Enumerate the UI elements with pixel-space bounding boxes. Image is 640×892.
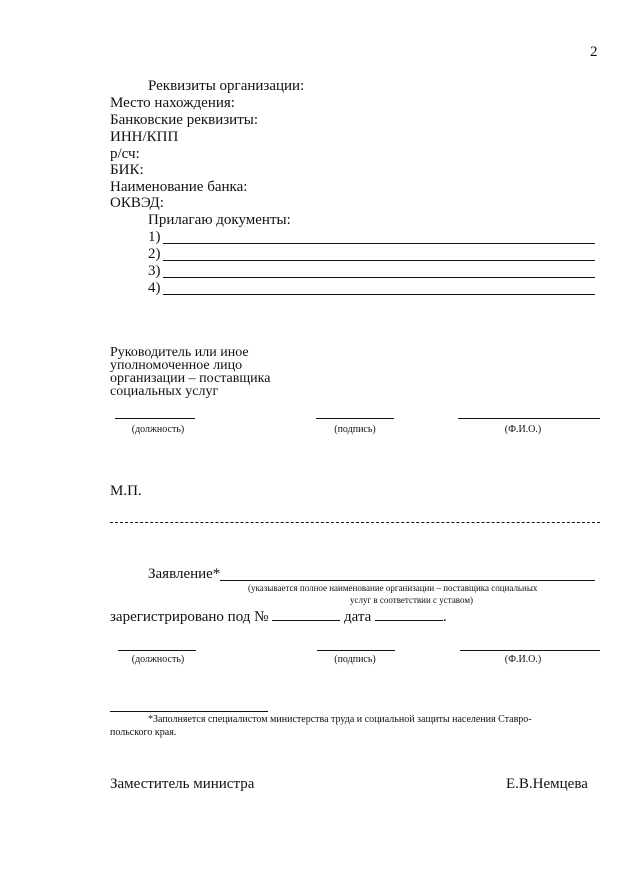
attachment-item-2 [148,246,161,263]
requisites-heading: Реквизиты организации: [148,78,305,94]
bank-details-label: Банковские реквизиты: [110,112,259,128]
footer-title: Заместитель министра [110,776,255,792]
attachment-item-4 [148,280,161,297]
footnote-line-2: польского края. [110,727,177,738]
date-field[interactable] [375,607,443,621]
position-line-2[interactable] [118,650,196,651]
signatory-line-2: уполномоченное лицо [110,358,243,373]
attachment-item-1 [148,229,161,246]
attachment-line-4[interactable] [163,294,595,295]
footer-name: Е.В.Немцева [506,776,588,792]
full-name-caption: (Ф.И.О.) [504,424,542,435]
attachment-number: 4) [148,280,161,296]
date-period: . [443,609,447,625]
full-name-caption-2: (Ф.И.О.) [504,654,542,665]
page-number: 2 [590,44,598,60]
okved-label: ОКВЭД: [110,195,164,211]
footnote-line-1: *Заполняется специалистом министерства труда и социальной защиты населения Ставро- [148,714,532,725]
account-label: р/сч: [110,146,140,162]
stamp-label: М.П. [110,483,142,499]
signature-line-2[interactable] [317,650,395,651]
attachment-line-1[interactable] [163,243,595,244]
footnote-separator [110,711,268,712]
signature-caption: (подпись) [334,424,376,435]
attachment-number: 1) [148,229,161,245]
organization-name-line[interactable] [220,580,595,581]
registration-number-field[interactable] [272,607,340,621]
position-line[interactable] [115,418,195,419]
position-caption: (должность) [131,424,185,435]
signature-line[interactable] [316,418,394,419]
attachment-number: 3) [148,263,161,279]
organization-hint-line-1: (указывается полное наименование организации – поставщика социальных [248,583,538,593]
bank-name-label: Наименование банка: [110,179,248,195]
full-name-line-2[interactable] [460,650,600,651]
organization-hint-line-2: услуг в соответствии с уставом) [350,595,474,605]
cut-line [110,522,600,523]
full-name-line[interactable] [458,418,600,419]
signatory-line-1: Руководитель или иное [110,345,249,360]
date-label: дата [343,609,372,625]
position-caption-2: (должность) [131,654,185,665]
attachments-heading: Прилагаю документы: [148,212,291,228]
inn-kpp-label: ИНН/КПП [110,129,179,145]
registered-under-label: зарегистрировано под № [110,609,269,625]
attachment-line-3[interactable] [163,277,595,278]
registration-row [110,607,447,626]
attachment-line-2[interactable] [163,260,595,261]
bik-label: БИК: [110,162,144,178]
attachment-number: 2) [148,246,161,262]
application-label: Заявление* [148,566,221,582]
signatory-line-4: социальных услуг [110,384,219,399]
location-label: Место нахождения: [110,95,235,111]
attachment-item-3 [148,263,161,280]
signature-caption-2: (подпись) [334,654,376,665]
signatory-line-3: организации – поставщика [110,371,271,386]
